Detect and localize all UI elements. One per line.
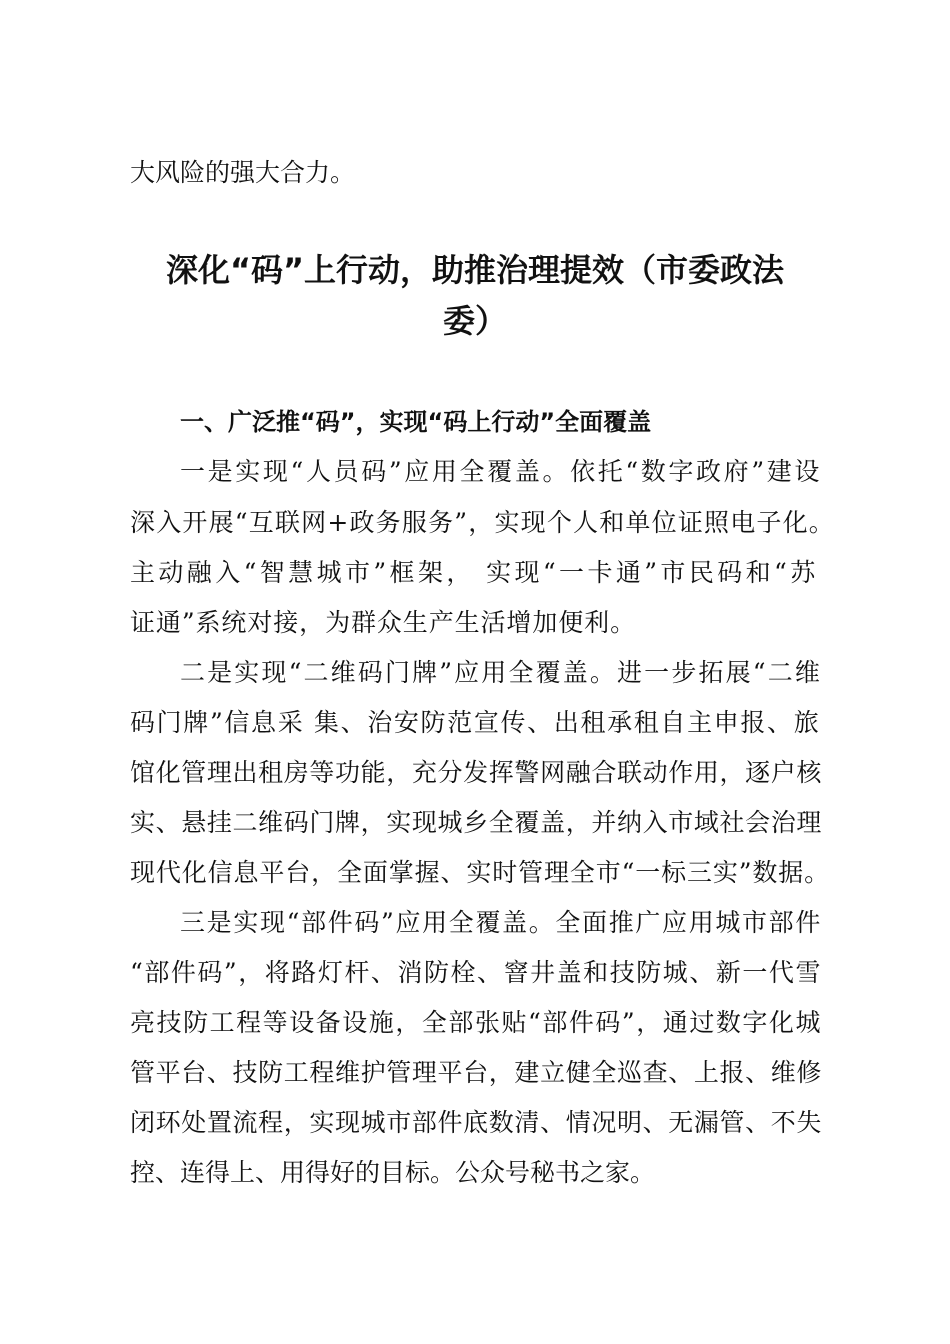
paragraph-line: 管平台、技防工程维护管理平台，建立健全巡查、上报、维修 <box>130 1058 822 1087</box>
section-heading: 一、广泛推“码”，实现“码上行动”全面覆盖 <box>180 408 652 436</box>
paragraph-line: 一是实现“人员码”应用全覆盖。依托“数字政府”建设 <box>180 457 822 486</box>
paragraph-line: 馆化管理出租房等功能，充分发挥警网融合联动作用，逐户核 <box>130 758 822 787</box>
paragraph-line: 控、连得上、用得好的目标。公众号秘书之家。 <box>130 1158 655 1187</box>
paragraph-line: 主动融入“智慧城市”框架， 实现“一卡通”市民码和“苏 <box>130 558 819 587</box>
paragraph-line: 亮技防工程等设备设施，全部张贴“部件码”，通过数字化城 <box>130 1008 822 1037</box>
paragraph-line: 三是实现“部件码”应用全覆盖。全面推广应用城市部件 <box>180 908 822 937</box>
paragraph-line: “部件码”，将路灯杆、消防栓、窨井盖和技防城、新一代雪 <box>130 958 822 987</box>
paragraph-line: 码门牌”信息采 集、治安防范宣传、出租承租自主申报、旅 <box>130 708 821 737</box>
paragraph-line: 深入开展“互联网+政务服务”，实现个人和单位证照电子化。 <box>130 508 835 537</box>
paragraph-line: 二是实现“二维码门牌”应用全覆盖。进一步拓展“二维 <box>180 658 822 687</box>
paragraph-line: 证通”系统对接，为群众生产生活增加便利。 <box>130 608 636 637</box>
paragraph-line: 闭环处置流程，实现城市部件底数清、情况明、无漏管、不失 <box>130 1108 822 1137</box>
paragraph-line: 现代化信息平台，全面掌握、实时管理全市“一标三实”数据。 <box>130 858 830 887</box>
paragraph-line: 实、悬挂二维码门牌，实现城乡全覆盖，并纳入市域社会治理 <box>130 808 822 837</box>
document-title-line-2: 委） <box>442 302 507 340</box>
continuation-text: 大风险的强大合力。 <box>130 158 356 187</box>
document-title-line-1: 深化“码”上行动，助推治理提效（市委政法 <box>165 251 785 289</box>
